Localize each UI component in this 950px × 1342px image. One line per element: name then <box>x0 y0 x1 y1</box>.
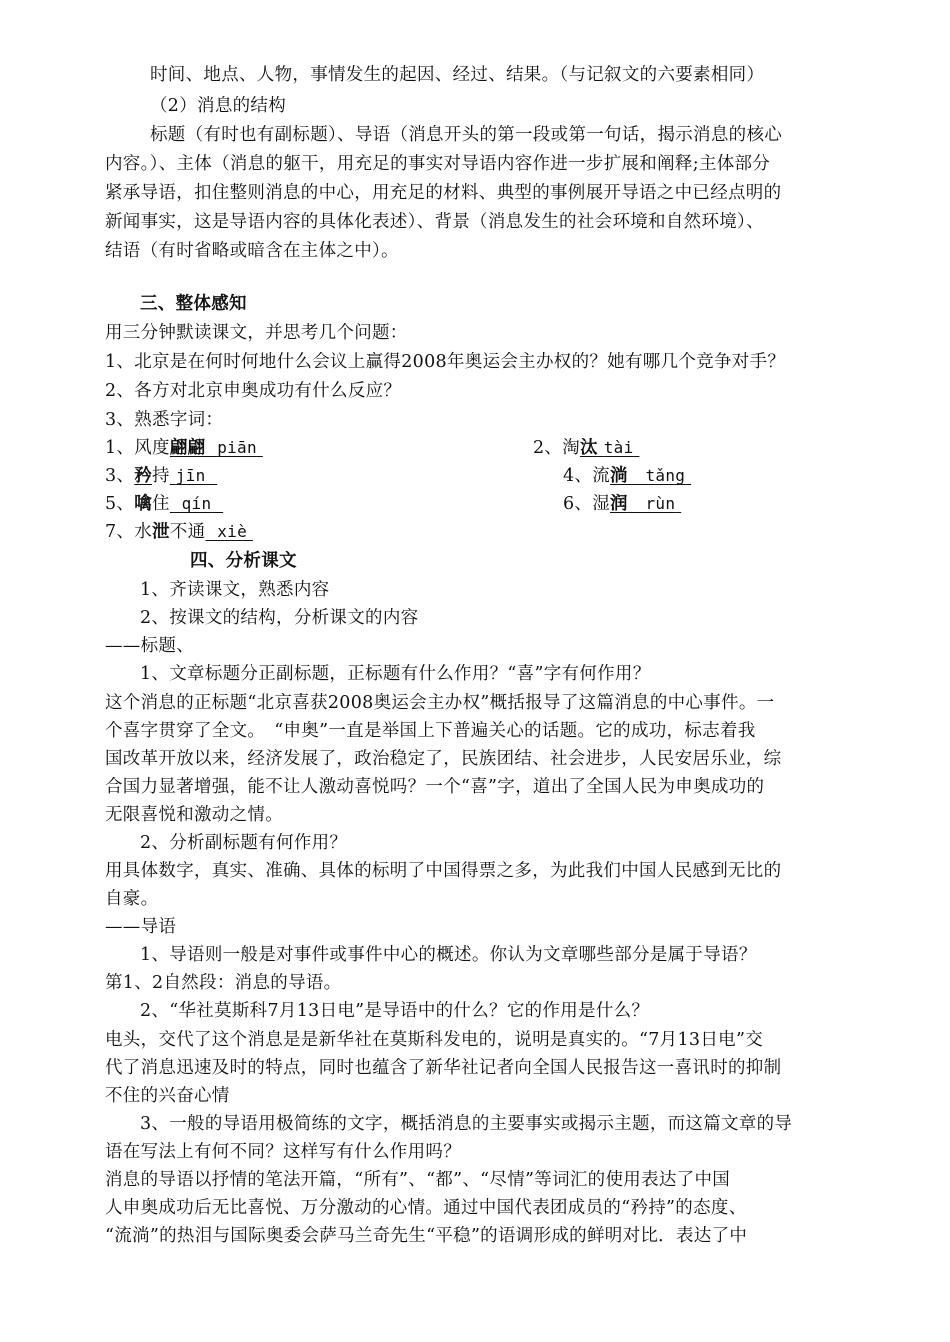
question-line: 语在写法上有何不同？这样写有什么作用吗？ <box>105 1142 461 1162</box>
answer-line: 人申奥成功后无比喜悦、万分激动的心情。通过中国代表团成员的“矜持”的态度、 <box>105 1198 747 1218</box>
vocab-item <box>105 493 223 515</box>
question-line: 1、导语则一般是对事件或事件中心的概述。你认为文章哪些部分是属于导语？ <box>140 945 757 965</box>
question-line: 3、一般的导语用极简练的文字，概括消息的主要事实或揭示主题，而这篇文章的导 <box>140 1114 793 1134</box>
vocab-word: 泄 <box>152 522 170 542</box>
vocab-num: 4、 <box>563 466 593 486</box>
vocab-num: 5、 <box>105 494 135 514</box>
step-line: 1、齐读课文，熟悉内容 <box>140 580 330 600</box>
paragraph-elements: 时间、地点、人物，事情发生的起因、经过、结果。（与记叙文的六要素相同） <box>150 65 765 85</box>
question-line: 2、分析副标题有何作用？ <box>140 833 348 853</box>
question-line: 2、“华社莫斯科7月13日电”是导语中的什么？它的作用是什么？ <box>140 1001 650 1021</box>
paragraph-structure-line: 紧承导语，扣住整则消息的中心，用充足的材料、典型的事例展开导语之中已经点明的 <box>105 183 782 203</box>
vocab-item <box>533 437 639 459</box>
question-line: 1、文章标题分正副标题，正标题有什么作用？“喜”字有何作用？ <box>140 664 651 684</box>
vocab-num: 6、 <box>563 494 593 514</box>
answer-line: 代了消息迅速及时的特点，同时也蕴含了新华社记者向全国人民报告这一喜讯时的抑制 <box>105 1058 782 1078</box>
answer-line: 第1、2自然段：消息的导语。 <box>105 973 342 993</box>
paragraph-structure-line: 新闻事实，这是导语内容的具体化表述）、背景（消息发生的社会环境和自然环境）、 <box>105 212 764 232</box>
answer-line: 合国力显著增强，能不让人激动喜悦吗？一个“喜”字，道出了全国人民为申奥成功的 <box>105 777 765 797</box>
vocab-pre: 风度 <box>134 438 170 458</box>
step-line: 2、按课文的结构，分析课文的内容 <box>140 608 419 628</box>
vocab-word: 润 <box>610 494 628 514</box>
answer-line: 电头，交代了这个消息是是新华社在莫斯科发电的，说明是真实的。“7月13日电”交 <box>105 1030 763 1050</box>
vocab-pinyin: piān <box>217 438 257 457</box>
question-1: 1、北京是在何时何地什么会议上赢得2008年奥运会主办权的？她有哪几个竞争对手？ <box>105 352 786 372</box>
answer-line: 国改革开放以来，经济发展了，政治稳定了，民族团结、社会进步，人民安居乐业，综 <box>105 749 782 769</box>
vocab-word: 翩翩 <box>169 438 206 458</box>
vocab-pinyin: rùn <box>645 494 676 513</box>
vocab-pre: 湿 <box>592 494 611 514</box>
vocab-word: 汰 <box>580 438 598 458</box>
vocab-pinyin: tài <box>603 438 634 457</box>
vocab-item <box>105 521 253 543</box>
section-heading-3: 三、整体感知 <box>140 294 247 314</box>
vocab-num: 3、 <box>105 466 135 486</box>
subheading-structure: （2）消息的结构 <box>150 96 287 116</box>
vocab-pinyin: qín <box>181 494 212 513</box>
vocab-item <box>563 493 681 515</box>
answer-line: 自豪。 <box>105 889 159 909</box>
answer-line: 无限喜悦和激动之情。 <box>105 805 283 825</box>
vocab-post: 不通 <box>169 522 206 542</box>
vocab-word: 矜 <box>134 466 153 486</box>
paragraph-structure-line: 标题（有时也有副标题）、导语（消息开头的第一段或第一句话，揭示消息的核心 <box>150 125 783 145</box>
vocab-num: 1、 <box>105 438 135 458</box>
vocab-item <box>563 465 691 487</box>
answer-line: “流淌”的热泪与国际奥委会萨马兰奇先生“平稳”的语调形成的鲜明对比．表达了中 <box>105 1226 748 1246</box>
subsection-title: ——导语 <box>105 917 177 937</box>
vocab-post: 住 <box>152 494 170 514</box>
subsection-title: ——标题、 <box>105 636 194 656</box>
answer-line: 个喜字贯穿了全文。 “申奥”一直是举国上下普遍关心的话题。它的成功，标志着我 <box>105 721 756 741</box>
vocab-pinyin: tǎng <box>645 466 686 485</box>
vocab-post: 持 <box>152 466 170 486</box>
vocab-word: 淌 <box>610 466 628 486</box>
answer-line: 用具体数字，真实、准确、具体的标明了中国得票之多，为此我们中国人民感到无比的 <box>105 861 782 881</box>
answer-line: 不住的兴奋心情 <box>105 1086 230 1106</box>
vocab-pre: 淘 <box>562 438 581 458</box>
question-3: 3、熟悉字词： <box>105 410 224 430</box>
vocab-pre: 水 <box>134 522 153 542</box>
vocab-word: 噙 <box>134 494 153 514</box>
vocab-num: 2、 <box>533 438 563 458</box>
paragraph-structure-line: 结语（有时省略或暗含在主体之中）。 <box>105 241 399 261</box>
vocab-pre: 流 <box>592 466 611 486</box>
paragraph-structure-line: 内容。）、主体（消息的躯干，用充足的事实对导语内容作进一步扩展和阐释;主体部分 <box>105 154 771 174</box>
instruction-line: 用三分钟默读课文，并思考几个问题： <box>105 323 408 343</box>
vocab-item <box>105 465 217 487</box>
vocab-pinyin: jīn <box>175 466 206 485</box>
section-heading-4: 四、分析课文 <box>190 551 297 571</box>
vocab-num: 7、 <box>105 522 135 542</box>
vocab-item <box>105 437 263 459</box>
vocab-pinyin: xiè <box>217 522 248 541</box>
answer-line: 这个消息的正标题“北京喜获2008奥运会主办权”概括报导了这篇消息的中心事件。一 <box>105 693 775 713</box>
question-2: 2、各方对北京申奥成功有什么反应？ <box>105 381 402 401</box>
answer-line: 消息的导语以抒情的笔法开篇，“所有”、“都”、“尽情”等词汇的使用表达了中国 <box>105 1170 731 1190</box>
